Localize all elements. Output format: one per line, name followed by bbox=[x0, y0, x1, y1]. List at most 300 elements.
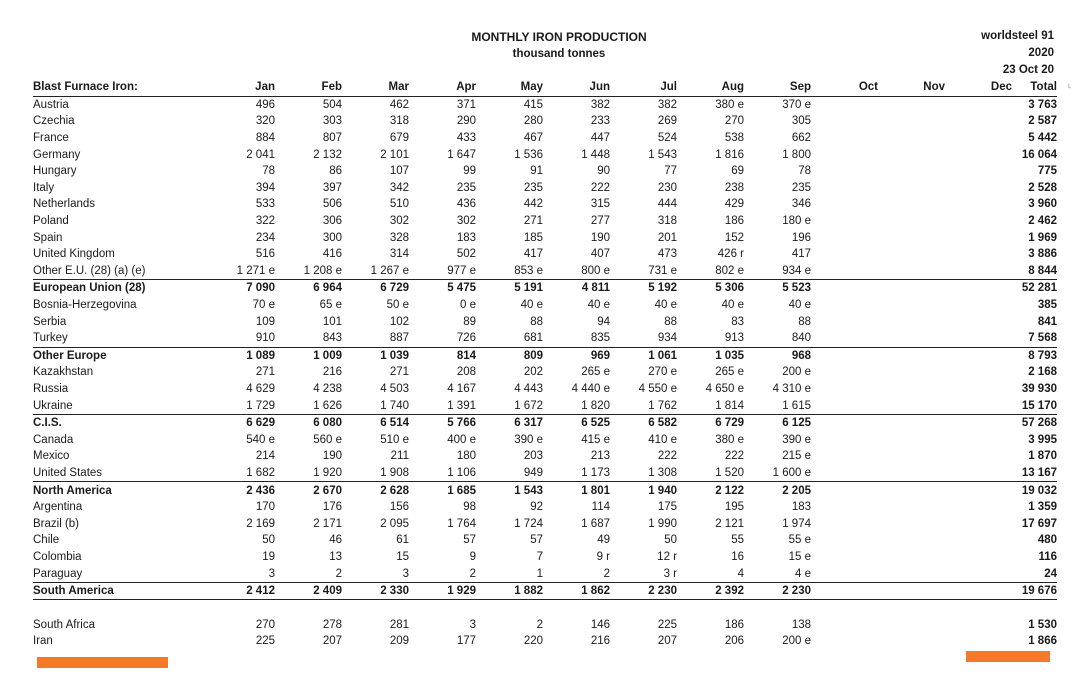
value-cell: 1 816 bbox=[715, 148, 744, 161]
value-cell: 444 bbox=[657, 198, 677, 211]
value-cell bbox=[945, 582, 1012, 600]
value-cell: 5 192 bbox=[648, 282, 677, 295]
value-cell: 397 bbox=[322, 181, 342, 194]
value-cell: 271 bbox=[389, 366, 409, 379]
value-cell: 183 bbox=[456, 231, 476, 244]
value-cell bbox=[878, 180, 945, 197]
total-cell: 1 530 bbox=[1028, 618, 1057, 631]
value-cell bbox=[878, 364, 945, 381]
value-cell bbox=[878, 465, 945, 482]
value-cell bbox=[811, 414, 878, 431]
value-cell: 7 bbox=[536, 550, 543, 563]
value-cell: 2 205 bbox=[782, 484, 811, 497]
value-cell bbox=[811, 448, 878, 465]
value-cell: 382 bbox=[657, 98, 677, 111]
value-cell: 290 bbox=[456, 115, 476, 128]
table-row bbox=[33, 330, 1057, 347]
value-cell bbox=[811, 381, 878, 398]
total-cell: 1 359 bbox=[1028, 501, 1057, 514]
value-cell: 462 bbox=[389, 98, 409, 111]
value-cell: 40 e bbox=[721, 299, 744, 312]
value-cell: 50 e bbox=[386, 299, 409, 312]
source-label: worldsteel 91 bbox=[981, 30, 1054, 42]
value-cell: 180 e bbox=[782, 215, 811, 228]
value-cell: 222 bbox=[657, 450, 677, 463]
value-cell: 1 862 bbox=[543, 582, 610, 600]
value-cell: 1 208 e bbox=[275, 263, 342, 280]
value-cell: 185 bbox=[523, 231, 543, 244]
row-label: Iran bbox=[33, 635, 53, 648]
value-cell: 50 bbox=[664, 534, 677, 547]
value-cell: 2 412 bbox=[208, 582, 275, 600]
value-cell: 1 990 bbox=[648, 517, 677, 530]
value-cell: 2 bbox=[409, 565, 476, 582]
value-cell bbox=[878, 146, 945, 163]
total-cell: 2 528 bbox=[1028, 181, 1057, 194]
total-cell: 8 793 bbox=[1028, 349, 1057, 362]
row-label: Mexico bbox=[33, 450, 70, 463]
value-cell: 203 bbox=[523, 450, 543, 463]
value-cell: 6 629 bbox=[246, 417, 275, 430]
row-label: Austria bbox=[33, 98, 69, 111]
value-cell: 390 e bbox=[782, 433, 811, 446]
value-cell: 1 543 bbox=[648, 148, 677, 161]
table-row bbox=[33, 113, 1057, 130]
table-row bbox=[33, 448, 1057, 465]
value-cell: 222 bbox=[590, 181, 610, 194]
value-cell bbox=[811, 163, 878, 180]
value-cell bbox=[878, 532, 945, 549]
value-cell: 504 bbox=[322, 98, 342, 111]
value-cell: 88 bbox=[798, 315, 811, 328]
table-row bbox=[33, 633, 1057, 650]
value-cell bbox=[811, 113, 878, 130]
row-label: North America bbox=[33, 484, 112, 497]
value-cell bbox=[945, 397, 1012, 414]
total-cell: 480 bbox=[1037, 534, 1057, 547]
value-cell: 314 bbox=[389, 248, 409, 261]
value-cell: 146 bbox=[590, 618, 610, 631]
value-cell bbox=[811, 364, 878, 381]
value-cell bbox=[811, 96, 878, 113]
value-cell: 342 bbox=[389, 181, 409, 194]
value-cell: 40 e bbox=[520, 299, 543, 312]
value-cell: 4 167 bbox=[447, 382, 476, 395]
value-cell: 1 820 bbox=[543, 397, 610, 414]
table-subtotal-row bbox=[33, 347, 1057, 364]
row-label: South America bbox=[33, 582, 208, 600]
year-label: 2020 bbox=[1028, 47, 1054, 59]
value-cell bbox=[811, 465, 878, 482]
value-cell: 884 bbox=[255, 132, 275, 145]
value-cell bbox=[945, 180, 1012, 197]
row-label: Chile bbox=[33, 534, 60, 547]
total-cell: 3 995 bbox=[1028, 433, 1057, 446]
value-cell: 1 271 e bbox=[208, 263, 275, 280]
value-cell: 99 bbox=[463, 165, 476, 178]
value-cell: 6 317 bbox=[514, 417, 543, 430]
value-cell: 0 e bbox=[460, 299, 476, 312]
value-cell: 1 672 bbox=[476, 397, 543, 414]
value-cell: 2 101 bbox=[380, 148, 409, 161]
value-cell: 318 bbox=[657, 215, 677, 228]
value-cell: 516 bbox=[255, 248, 275, 261]
value-cell: 560 e bbox=[313, 433, 342, 446]
value-cell: 5 475 bbox=[447, 282, 476, 295]
value-cell: 6 964 bbox=[313, 282, 342, 295]
value-cell bbox=[878, 448, 945, 465]
table-row bbox=[33, 130, 1057, 147]
value-cell: 235 bbox=[523, 181, 543, 194]
value-cell: 92 bbox=[530, 501, 543, 514]
value-cell bbox=[878, 633, 945, 650]
value-cell: 101 bbox=[322, 315, 342, 328]
value-cell: 1 908 bbox=[342, 465, 409, 482]
value-cell: 318 bbox=[389, 115, 409, 128]
value-cell: 1 173 bbox=[543, 465, 610, 482]
production-table bbox=[33, 79, 1057, 650]
value-cell bbox=[878, 515, 945, 532]
value-cell: 9 bbox=[469, 550, 476, 563]
value-cell bbox=[945, 414, 1012, 431]
value-cell bbox=[878, 229, 945, 246]
value-cell bbox=[811, 431, 878, 448]
value-cell: 4 440 e bbox=[571, 382, 610, 395]
value-cell: 238 bbox=[724, 181, 744, 194]
value-cell: 208 bbox=[456, 366, 476, 379]
value-cell: 213 bbox=[590, 450, 610, 463]
value-cell bbox=[811, 330, 878, 347]
value-cell: 152 bbox=[724, 231, 744, 244]
value-cell: 222 bbox=[724, 450, 744, 463]
total-cell: 1 969 bbox=[1028, 231, 1057, 244]
value-cell bbox=[945, 313, 1012, 330]
value-cell bbox=[945, 448, 1012, 465]
value-cell: 40 e bbox=[788, 299, 811, 312]
value-cell: 177 bbox=[456, 635, 476, 648]
row-label: Netherlands bbox=[33, 198, 96, 211]
value-cell: 57 bbox=[530, 534, 543, 547]
row-label: European Union (28) bbox=[33, 282, 146, 295]
value-cell: 4 310 e bbox=[772, 382, 811, 395]
value-cell: 1 543 bbox=[514, 484, 543, 497]
row-label: Spain bbox=[33, 231, 63, 244]
value-cell: 86 bbox=[329, 165, 342, 178]
value-cell: 230 bbox=[657, 181, 677, 194]
value-cell: 1 035 bbox=[715, 349, 744, 362]
total-cell: 385 bbox=[1037, 299, 1057, 312]
value-cell: 4 811 bbox=[581, 282, 610, 295]
value-cell: 1 929 bbox=[409, 582, 476, 600]
spacer-row bbox=[33, 600, 1057, 617]
total-cell: 16 064 bbox=[1021, 148, 1057, 161]
total-cell: 19 032 bbox=[1021, 484, 1057, 497]
value-cell bbox=[811, 482, 878, 499]
row-label: Other E.U. (28) (a) (e) bbox=[33, 263, 208, 280]
value-cell: 1 682 bbox=[208, 465, 275, 482]
table-row bbox=[33, 397, 1057, 414]
value-cell bbox=[945, 364, 1012, 381]
row-label: Czechia bbox=[33, 115, 75, 128]
value-cell: 473 bbox=[657, 248, 677, 261]
value-cell: 538 bbox=[724, 132, 744, 145]
value-cell: 180 bbox=[456, 450, 476, 463]
value-cell: 1 762 bbox=[610, 397, 677, 414]
value-cell: 1 039 bbox=[380, 349, 409, 362]
value-cell bbox=[945, 532, 1012, 549]
value-cell: 2 bbox=[275, 565, 342, 582]
value-cell bbox=[945, 381, 1012, 398]
value-cell: 6 525 bbox=[581, 417, 610, 430]
table-row bbox=[33, 96, 1057, 113]
value-cell: 175 bbox=[657, 501, 677, 514]
value-cell: 202 bbox=[523, 366, 543, 379]
value-cell: 183 bbox=[791, 501, 811, 514]
value-cell bbox=[945, 229, 1012, 246]
value-cell bbox=[811, 397, 878, 414]
value-cell bbox=[878, 196, 945, 213]
value-cell: 78 bbox=[798, 165, 811, 178]
value-cell bbox=[878, 213, 945, 230]
value-cell bbox=[945, 616, 1012, 633]
value-cell bbox=[878, 616, 945, 633]
value-cell bbox=[878, 280, 945, 297]
table-row bbox=[33, 532, 1057, 549]
value-cell: 510 e bbox=[380, 433, 409, 446]
value-cell: 679 bbox=[389, 132, 409, 145]
value-cell bbox=[811, 582, 878, 600]
value-cell: 436 bbox=[456, 198, 476, 211]
value-cell: 271 bbox=[523, 215, 543, 228]
value-cell: 346 bbox=[791, 198, 811, 211]
value-cell: 109 bbox=[255, 315, 275, 328]
value-cell: 46 bbox=[329, 534, 342, 547]
value-cell: 225 bbox=[255, 635, 275, 648]
total-cell: 2 462 bbox=[1028, 215, 1057, 228]
total-cell: 3 763 bbox=[1028, 98, 1057, 111]
value-cell: 4 443 bbox=[514, 382, 543, 395]
value-cell: 502 bbox=[456, 248, 476, 261]
total-cell: 2 168 bbox=[1028, 366, 1057, 379]
total-cell: 39 930 bbox=[1021, 382, 1057, 395]
value-cell: 1 615 bbox=[744, 397, 811, 414]
value-cell: 271 bbox=[255, 366, 275, 379]
value-cell bbox=[878, 414, 945, 431]
value-cell: 1 740 bbox=[342, 397, 409, 414]
value-cell: 195 bbox=[724, 501, 744, 514]
value-cell bbox=[945, 515, 1012, 532]
table-row bbox=[33, 515, 1057, 532]
value-cell: 1 814 bbox=[677, 397, 744, 414]
table-row bbox=[33, 565, 1057, 582]
value-cell: 415 e bbox=[581, 433, 610, 446]
value-cell: 380 e bbox=[715, 433, 744, 446]
value-cell: 1 089 bbox=[246, 349, 275, 362]
value-cell: 2 171 bbox=[313, 517, 342, 530]
value-cell: 370 e bbox=[782, 98, 811, 111]
value-cell bbox=[811, 313, 878, 330]
header-apr: Apr bbox=[409, 79, 476, 96]
table-subtotal-row bbox=[33, 280, 1057, 297]
value-cell bbox=[945, 633, 1012, 650]
value-cell bbox=[878, 113, 945, 130]
value-cell: 1 009 bbox=[313, 349, 342, 362]
value-cell: 390 e bbox=[514, 433, 543, 446]
value-cell: 5 191 bbox=[514, 282, 543, 295]
value-cell bbox=[811, 130, 878, 147]
value-cell bbox=[945, 482, 1012, 499]
table-row bbox=[33, 263, 1057, 280]
value-cell: 1 729 bbox=[208, 397, 275, 414]
value-cell: 2 392 bbox=[677, 582, 744, 600]
value-cell bbox=[811, 549, 878, 566]
value-cell: 9 r bbox=[596, 550, 610, 563]
total-cell: 19 676 bbox=[1012, 582, 1057, 600]
header-label: Blast Furnace Iron: bbox=[33, 79, 208, 96]
row-label: Argentina bbox=[33, 501, 83, 514]
value-cell: 328 bbox=[389, 231, 409, 244]
value-cell: 306 bbox=[322, 215, 342, 228]
value-cell: 382 bbox=[590, 98, 610, 111]
value-cell bbox=[945, 96, 1012, 113]
value-cell: 1 940 bbox=[648, 484, 677, 497]
value-cell: 91 bbox=[530, 165, 543, 178]
value-cell bbox=[878, 482, 945, 499]
value-cell: 305 bbox=[791, 115, 811, 128]
value-cell: 216 bbox=[322, 366, 342, 379]
value-cell: 13 bbox=[329, 550, 342, 563]
value-cell: 214 bbox=[255, 450, 275, 463]
value-cell bbox=[878, 499, 945, 516]
value-cell: 302 bbox=[456, 215, 476, 228]
table-row bbox=[33, 297, 1057, 314]
value-cell bbox=[878, 565, 945, 582]
total-cell: 8 844 bbox=[1012, 263, 1057, 280]
value-cell: 186 bbox=[724, 215, 744, 228]
value-cell: 12 r bbox=[657, 550, 677, 563]
value-cell: 107 bbox=[389, 165, 409, 178]
table-subtotal-row bbox=[33, 414, 1057, 431]
value-cell: 200 e bbox=[782, 366, 811, 379]
value-cell bbox=[878, 297, 945, 314]
table-row bbox=[33, 381, 1057, 398]
value-cell bbox=[945, 549, 1012, 566]
value-cell: 225 bbox=[657, 618, 677, 631]
value-cell: 726 bbox=[409, 330, 476, 347]
row-label: C.I.S. bbox=[33, 417, 62, 430]
value-cell: 4 e bbox=[744, 565, 811, 582]
value-cell: 102 bbox=[389, 315, 409, 328]
value-cell: 190 bbox=[590, 231, 610, 244]
value-cell: 322 bbox=[255, 215, 275, 228]
value-cell: 269 bbox=[657, 115, 677, 128]
header-jun: Jun bbox=[543, 79, 610, 96]
value-cell bbox=[945, 297, 1012, 314]
value-cell: 840 bbox=[744, 330, 811, 347]
value-cell: 4 629 bbox=[246, 382, 275, 395]
table-row bbox=[33, 431, 1057, 448]
value-cell: 807 bbox=[322, 132, 342, 145]
highlight-mark-right bbox=[966, 651, 1050, 662]
row-label: Poland bbox=[33, 215, 69, 228]
value-cell: 2 436 bbox=[246, 484, 275, 497]
value-cell bbox=[878, 96, 945, 113]
value-cell: 2 132 bbox=[313, 148, 342, 161]
table-row bbox=[33, 549, 1057, 566]
row-label: Other Europe bbox=[33, 349, 107, 362]
row-label: Paraguay bbox=[33, 565, 208, 582]
value-cell: 1 448 bbox=[581, 148, 610, 161]
value-cell: 4 550 e bbox=[638, 382, 677, 395]
value-cell: 442 bbox=[523, 198, 543, 211]
document-title: MONTHLY IRON PRODUCTION bbox=[471, 30, 647, 44]
value-cell: 176 bbox=[322, 501, 342, 514]
table-row bbox=[33, 616, 1057, 633]
value-cell: 206 bbox=[724, 635, 744, 648]
value-cell: 4 bbox=[677, 565, 744, 582]
value-cell: 394 bbox=[255, 181, 275, 194]
table-row bbox=[33, 465, 1057, 482]
value-cell: 2 bbox=[543, 565, 610, 582]
value-cell bbox=[811, 196, 878, 213]
value-cell: 4 650 e bbox=[705, 382, 744, 395]
value-cell: 1 687 bbox=[581, 517, 610, 530]
value-cell bbox=[811, 515, 878, 532]
value-cell: 280 bbox=[523, 115, 543, 128]
value-cell: 410 e bbox=[648, 433, 677, 446]
row-label: South Africa bbox=[33, 618, 96, 631]
value-cell: 7 090 bbox=[246, 282, 275, 295]
value-cell bbox=[945, 130, 1012, 147]
header-oct: Oct bbox=[811, 79, 878, 96]
value-cell bbox=[811, 616, 878, 633]
value-cell: 417 bbox=[791, 248, 811, 261]
value-cell: 887 bbox=[342, 330, 409, 347]
value-cell: 949 bbox=[476, 465, 543, 482]
value-cell: 281 bbox=[389, 618, 409, 631]
header-feb: Feb bbox=[275, 79, 342, 96]
value-cell: 1 647 bbox=[447, 148, 476, 161]
value-cell: 400 e bbox=[447, 433, 476, 446]
value-cell: 1 520 bbox=[677, 465, 744, 482]
value-cell: 98 bbox=[463, 501, 476, 514]
value-cell: 1 308 bbox=[610, 465, 677, 482]
value-cell: 40 e bbox=[587, 299, 610, 312]
value-cell: 934 bbox=[610, 330, 677, 347]
value-cell: 510 bbox=[389, 198, 409, 211]
value-cell bbox=[878, 549, 945, 566]
value-cell bbox=[811, 180, 878, 197]
value-cell: 533 bbox=[255, 198, 275, 211]
value-cell bbox=[878, 130, 945, 147]
table-row bbox=[33, 213, 1057, 230]
value-cell: 303 bbox=[322, 115, 342, 128]
table-row bbox=[33, 246, 1057, 263]
value-cell: 2 409 bbox=[275, 582, 342, 600]
value-cell: 1 536 bbox=[514, 148, 543, 161]
row-label: Ukraine bbox=[33, 397, 208, 414]
value-cell: 50 bbox=[262, 534, 275, 547]
value-cell: 1 106 bbox=[409, 465, 476, 482]
value-cell bbox=[878, 313, 945, 330]
value-cell: 416 bbox=[322, 248, 342, 261]
header-may: May bbox=[476, 79, 543, 96]
value-cell: 496 bbox=[255, 98, 275, 111]
value-cell: 662 bbox=[791, 132, 811, 145]
header-mar: Mar bbox=[342, 79, 409, 96]
value-cell: 835 bbox=[543, 330, 610, 347]
value-cell: 65 e bbox=[319, 299, 342, 312]
